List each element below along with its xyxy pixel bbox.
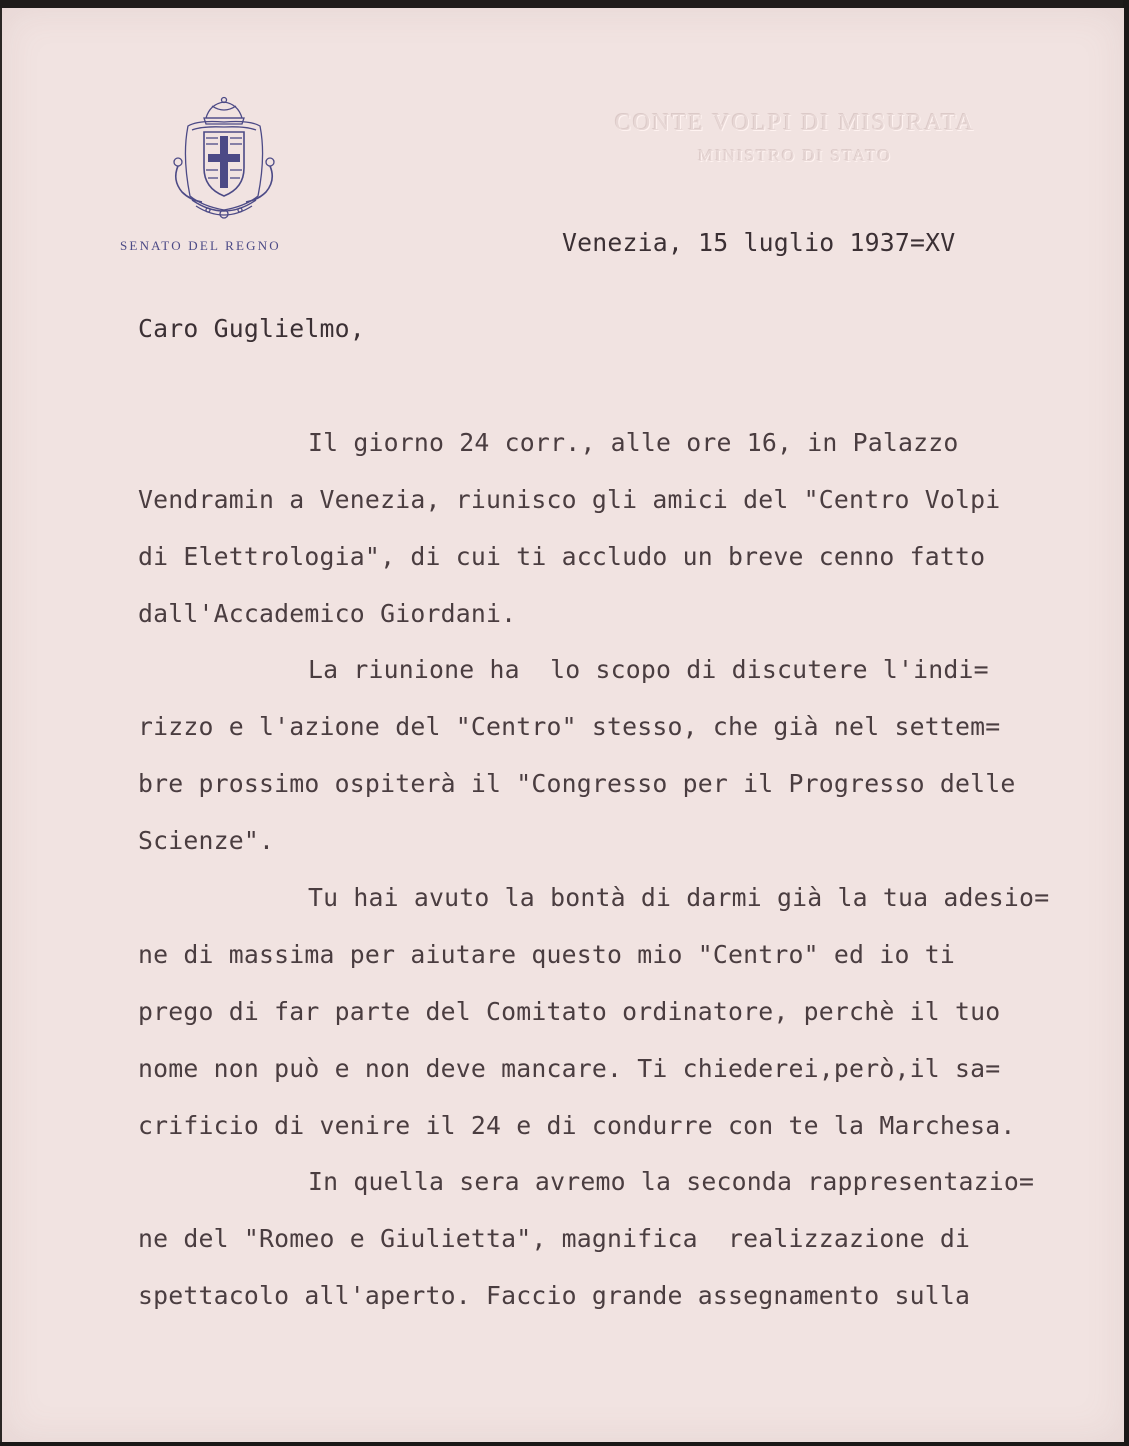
body-line: La riunione ha lo scopo di discutere l'indi= <box>308 655 989 684</box>
senate-letterhead-label: SENATO DEL REGNO <box>120 238 281 253</box>
body-line: spettacolo all'aperto. Faccio grande assegnamento sulla <box>138 1281 971 1310</box>
body-line: dall'Accademico Giordani. <box>138 599 517 628</box>
scan-border-bottom <box>0 1442 1129 1446</box>
royal-coat-of-arms-icon <box>168 96 280 226</box>
body-line: Scienze". <box>138 826 275 855</box>
body-line: nome non può e non deve mancare. Ti chiederei,però,il sa= <box>138 1054 1001 1083</box>
body-line: Tu hai avuto la bontà di darmi già la tua adesio= <box>308 883 1050 912</box>
salutation: Caro Guglielmo, <box>138 314 365 343</box>
body-line: In quella sera avremo la seconda rappresentazio= <box>308 1167 1035 1196</box>
date-line: Venezia, 15 luglio 1937=XV <box>562 228 956 257</box>
body-line: crificio di venire il 24 e di condurre con te la Marchesa. <box>138 1111 1016 1140</box>
embossed-sender-name: CONTE VOLPI DI MISURATA <box>614 110 976 136</box>
body-line: ne di massima per aiutare questo mio "Centro" ed io ti <box>138 940 955 969</box>
body-line: rizzo e l'azione del "Centro" stesso, che già nel settem= <box>138 712 1001 741</box>
body-line: ne del "Romeo e Giulietta", magnifica realizzazione di <box>138 1224 971 1253</box>
embossed-sender-title: MINISTRO DI STATO <box>698 146 892 165</box>
body-line: Il giorno 24 corr., alle ore 16, in Palazzo <box>308 428 959 457</box>
body-line: bre prossimo ospiterà il "Congresso per il Progresso delle <box>138 769 1016 798</box>
body-line: prego di far parte del Comitato ordinatore, perchè il tuo <box>138 997 1001 1026</box>
body-line: di Elettrologia", di cui ti accludo un breve cenno fatto <box>138 542 986 571</box>
scan-border-top <box>0 0 1129 8</box>
body-line: Vendramin a Venezia, riunisco gli amici del "Centro Volpi <box>138 485 1001 514</box>
